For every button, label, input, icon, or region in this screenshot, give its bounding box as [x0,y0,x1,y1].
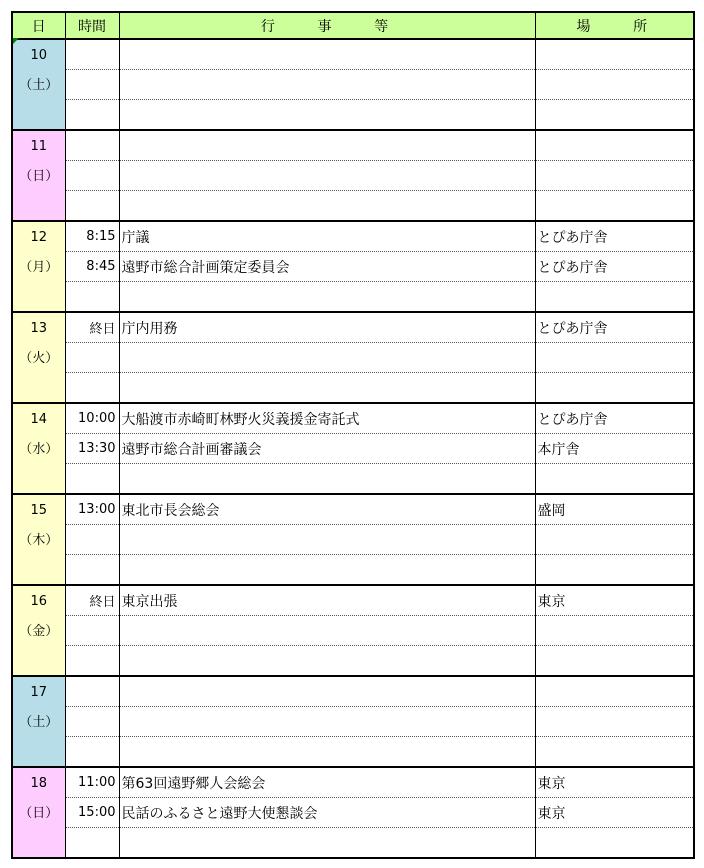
place-cell [535,373,694,404]
schedule-row [12,555,694,586]
schedule-row [12,130,694,161]
event-cell: 第63回遠野郷人会総会 [119,767,535,798]
event-cell: 遠野市総合計画審議会 [119,434,535,464]
day-cell [12,221,65,312]
day-cell [12,130,65,221]
place-cell [535,676,694,707]
time-cell: 8:15 [65,221,119,252]
schedule-row [12,161,694,191]
place-cell [535,616,694,646]
schedule-row [12,737,694,768]
schedule-row [12,252,694,282]
day-number: 13 [30,321,48,336]
time-cell: 11:00 [65,767,119,798]
place-cell: 本庁舎 [535,434,694,464]
schedule-row [12,434,694,464]
time-cell [65,70,119,100]
place-cell [535,646,694,677]
day-number: 14 [30,412,48,427]
header-time: 時間 [65,12,119,39]
schedule-row [12,798,694,828]
day-weekday: （木） [19,533,59,548]
place-cell: とぴあ庁舎 [535,403,694,434]
place-cell [535,828,694,859]
time-cell: 13:00 [65,494,119,525]
schedule-row [12,464,694,495]
event-cell [119,191,535,222]
day-weekday: （金） [19,624,59,639]
time-cell: 13:30 [65,434,119,464]
place-cell [535,343,694,373]
day-cell [12,312,65,403]
time-cell: 終日 [65,312,119,343]
event-cell: 大船渡市赤崎町林野火災義援金寄託式 [119,403,535,434]
place-cell [535,707,694,737]
day-number: 16 [30,594,48,609]
time-cell [65,707,119,737]
event-cell: 民話のふるさと遠野大使懇談会 [119,798,535,828]
place-cell [535,70,694,100]
event-cell: 東北市長会総会 [119,494,535,525]
day-cell [12,676,65,767]
day-number: 11 [30,139,48,154]
place-cell: とぴあ庁舎 [535,312,694,343]
schedule-row [12,585,694,616]
schedule-row [12,343,694,373]
place-cell [535,130,694,161]
place-cell [535,100,694,131]
day-number: 15 [30,503,48,518]
time-cell: 終日 [65,585,119,616]
place-cell: 東京 [535,798,694,828]
place-cell [535,555,694,586]
place-cell [535,464,694,495]
schedule-row [12,312,694,343]
time-cell [65,343,119,373]
time-cell [65,464,119,495]
time-cell [65,191,119,222]
event-cell: 東京出張 [119,585,535,616]
time-cell [65,373,119,404]
cell-comment-marker [13,38,19,44]
header-place: 場 所 [535,12,694,39]
place-cell [535,282,694,313]
time-cell [65,525,119,555]
header-row [12,12,694,39]
day-weekday: （日） [19,169,59,184]
event-cell [119,676,535,707]
day-cell [12,585,65,676]
event-cell: 庁内用務 [119,312,535,343]
day-weekday: （土） [19,78,59,93]
time-cell [65,130,119,161]
time-cell: 8:45 [65,252,119,282]
place-cell [535,737,694,768]
schedule-row [12,646,694,677]
event-cell [119,646,535,677]
place-cell [535,525,694,555]
event-cell [119,70,535,100]
day-number: 10 [30,48,48,63]
event-cell [119,39,535,70]
schedule-row [12,221,694,252]
event-cell [119,707,535,737]
schedule-row [12,767,694,798]
event-cell [119,161,535,191]
day-cell [12,39,65,130]
time-cell [65,161,119,191]
time-cell [65,646,119,677]
event-cell [119,100,535,131]
time-cell [65,100,119,131]
event-cell: 遠野市総合計画策定委員会 [119,252,535,282]
schedule-row [12,525,694,555]
event-cell [119,343,535,373]
schedule-row [12,616,694,646]
time-cell [65,555,119,586]
header-event: 行 事 等 [119,12,535,39]
schedule-row [12,39,694,70]
schedule-row [12,282,694,313]
schedule-row [12,191,694,222]
place-cell [535,191,694,222]
day-number: 17 [30,685,48,700]
event-cell [119,525,535,555]
day-weekday: （土） [19,715,59,730]
day-weekday: （月） [19,260,59,275]
place-cell: 盛岡 [535,494,694,525]
day-cell [12,494,65,585]
event-cell [119,616,535,646]
time-cell [65,616,119,646]
schedule-row [12,403,694,434]
time-cell: 15:00 [65,798,119,828]
day-weekday: （火） [19,351,59,366]
day-cell [12,403,65,494]
time-cell [65,282,119,313]
schedule-row [12,707,694,737]
day-number: 18 [30,776,48,791]
header-day: 日 [12,12,65,39]
schedule-row [12,100,694,131]
place-cell [535,161,694,191]
time-cell: 10:00 [65,403,119,434]
event-cell [119,373,535,404]
place-cell: とぴあ庁舎 [535,252,694,282]
schedule-row [12,828,694,859]
place-cell: 東京 [535,767,694,798]
event-cell [119,282,535,313]
place-cell [535,39,694,70]
schedule-body [12,39,694,858]
event-cell [119,555,535,586]
event-cell: 庁議 [119,221,535,252]
schedule-row [12,373,694,404]
day-cell [12,767,65,858]
schedule-row [12,70,694,100]
schedule-row [12,494,694,525]
day-number: 12 [30,230,48,245]
time-cell [65,828,119,859]
day-weekday: （日） [19,806,59,821]
event-cell [119,828,535,859]
place-cell: とぴあ庁舎 [535,221,694,252]
schedule-table [11,11,695,859]
schedule-row [12,676,694,707]
event-cell [119,130,535,161]
day-weekday: （水） [19,442,59,457]
time-cell [65,39,119,70]
place-cell: 東京 [535,585,694,616]
event-cell [119,737,535,768]
event-cell [119,464,535,495]
time-cell [65,737,119,768]
time-cell [65,676,119,707]
